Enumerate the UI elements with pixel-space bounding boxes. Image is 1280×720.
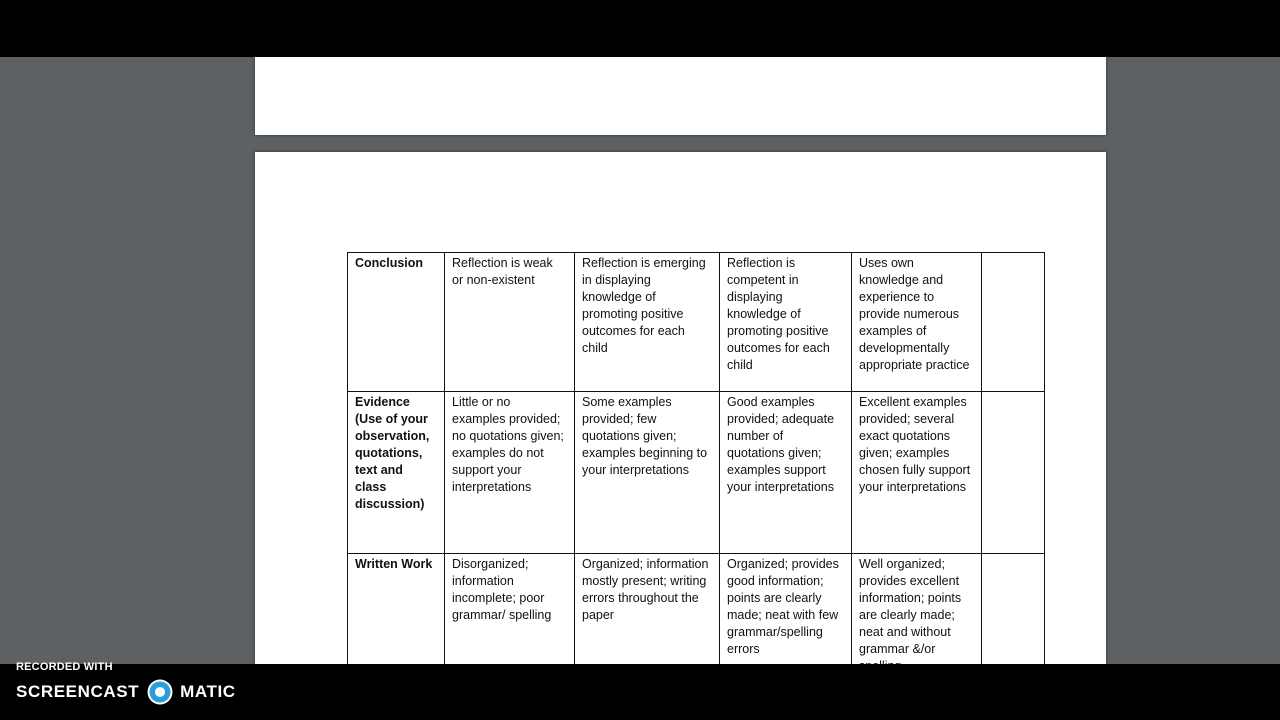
- rubric-cell: Organized; information mostly present; writing errors throughout the paper: [575, 554, 720, 699]
- record-circle-icon: [146, 678, 174, 706]
- rubric-cell: Well organized; provides excellent information; points are clearly made; neat and without grammar &/or: [852, 554, 982, 699]
- document-viewer[interactable]: [0, 57, 1280, 664]
- rubric-cell: Uses own knowledge and experience to provide numerous examples of developmentally appropriate practice: [852, 253, 982, 392]
- rubric-cell: Good examples provided; adequate number of quotations given; examples support your interpretations: [720, 392, 852, 554]
- criterion-cell: Written Work: [348, 554, 445, 699]
- rubric-cell: Reflection is competent in displaying knowledge of promoting positive outcomes for each child: [720, 253, 852, 392]
- rubric-cell: Reflection is weak or non-existent: [445, 253, 575, 392]
- criterion-cell: Evidence (Use of your observation, quotations, text and class discussion): [348, 392, 445, 554]
- watermark-caption: RECORDED WITH: [16, 661, 113, 673]
- rubric-row-evidence: [348, 392, 1045, 554]
- rubric-cell: Excellent examples provided; several exact quotations given; examples chosen fully support your interpretations: [852, 392, 982, 554]
- score-cell: [982, 392, 1045, 554]
- top-letterbox-bar: [0, 0, 1280, 57]
- score-cell: [982, 253, 1045, 392]
- rubric-cell: Some examples provided; few quotations given; examples beginning to your interpretations: [575, 392, 720, 554]
- watermark-brand-right: MATIC: [180, 682, 236, 701]
- watermark-brand: [16, 678, 236, 706]
- rubric-cell: Disorganized; information incomplete; poor grammar/ spelling: [445, 554, 575, 699]
- rubric-cell: Reflection is emerging in displaying knowledge of promoting positive outcomes for each child: [575, 253, 720, 392]
- watermark-brand-left: SCREENCAST: [16, 682, 140, 701]
- document-page-current: [255, 152, 1106, 712]
- rubric-row-conclusion: [348, 253, 1045, 392]
- document-page-previous: [255, 57, 1106, 135]
- rubric-cell: Organized; provides good information; points are clearly made; neat with few grammar/spelling errors: [720, 554, 852, 699]
- rubric-cell: Little or no examples provided; no quotations given; examples do not support your interpretations: [445, 392, 575, 554]
- criterion-cell: Conclusion: [348, 253, 445, 392]
- rubric-table: [347, 252, 1045, 699]
